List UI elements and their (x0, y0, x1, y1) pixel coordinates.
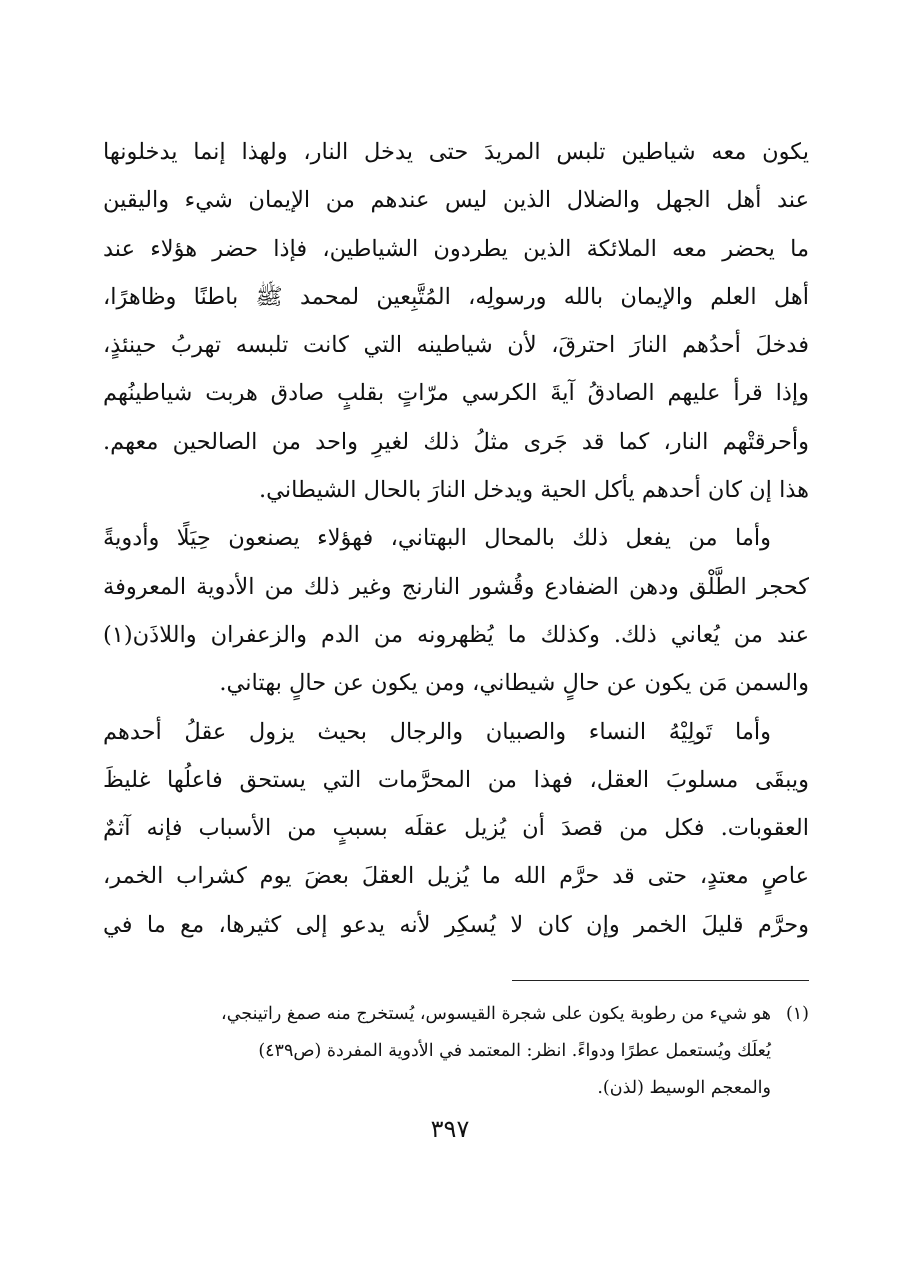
footnote-marker: (١) (785, 1004, 809, 1024)
text-line: فدخلَ أحدُهم النارَ احترقَ، لأن شياطينه التي كانت تلبسه تهربُ حينئذٍ، (103, 332, 809, 359)
footnote-line: والمعجم الوسيط (لذن). (597, 1078, 771, 1098)
text-line: وأحرقتْهم النار، كما قد جَرى مثلُ ذلك لغيرِ واحد من الصالحين معهم. (103, 428, 809, 455)
text-line: أهل العلم والإيمان بالله ورسولِه، المُتَّبِعين لمحمد ﷺ باطنًا وظاهرًا، (103, 283, 809, 310)
text-line: وإذا قرأ عليهم الصادقُ آيةَ الكرسي مرّاتٍ بقلبٍ صادق هربت شياطينُهم (103, 380, 809, 407)
text-line: العقوبات. فكل من قصدَ أن يُزيل عقلَه بسببٍ من الأسباب فإنه آثمٌ (103, 815, 809, 842)
paragraph-first-line: وأما من يفعل ذلك بالمحال البهتاني، فهؤلاء يصنعون حِيَلًا وأدويةً (103, 525, 771, 552)
footnote-line (103, 996, 809, 1033)
text-line: ويبقَى مسلوبَ العقل، فهذا من المحرَّمات التي يستحق فاعلُها غليظَ (103, 766, 809, 793)
main-text-block (103, 128, 809, 949)
text-line: هذا إن كان أحدهم يأكل الحية ويدخل النارَ بالحال الشيطاني. (259, 477, 809, 504)
page-number: ٣٩٧ (430, 1115, 470, 1143)
text-line: وحرَّم قليلَ الخمر وإن كان لا يُسكِر لأنه يدعو إلى كثيرها، مع ما في (103, 911, 809, 938)
paragraph-first-line: وأما تَولِيْهُ النساء والصبيان والرجال بحيث يزول عقلُ أحدهم (103, 718, 771, 745)
text-line: كحجر الطَّلْق ودهن الضفادع وقُشور النارنج وغير ذلك من الأدوية المعروفة (103, 573, 809, 600)
footnote-separator (512, 980, 809, 981)
text-line: والسمن مَن يكون عن حالٍ شيطاني، ومن يكون عن حالٍ بهتاني. (219, 670, 809, 697)
text-line: عند أهل الجهل والضلال الذين ليس عندهم من الإيمان شيء واليقين (103, 187, 809, 214)
footnote-line: يُعلَك ويُستعمل عطرًا ودواءً. انظر: المعتمد في الأدوية المفردة (ص٤٣٩) (258, 1041, 771, 1061)
text-line: يكون معه شياطين تلبس المريدَ حتى يدخل النار، ولهذا إنما يدخلونها (103, 139, 809, 165)
text-line: عند من يُعاني ذلك. وكذلك ما يُظهرونه من الدم والزعفران واللاذَن(١) (103, 621, 809, 648)
footnotes-block (103, 996, 809, 1107)
text-line: عاصٍ معتدٍ، حتى قد حرَّم الله ما يُزيل العقلَ بعضَ يوم كشراب الخمر، (103, 863, 809, 890)
text-line: ما يحضر معه الملائكة الذين يطردون الشياطين، فإذا حضر هؤلاء عند (103, 235, 809, 262)
footnote-text: هو شيء من رطوبة يكون على شجرة القيسوس، يُستخرج منه صمغ راتينجي، (221, 1004, 771, 1024)
